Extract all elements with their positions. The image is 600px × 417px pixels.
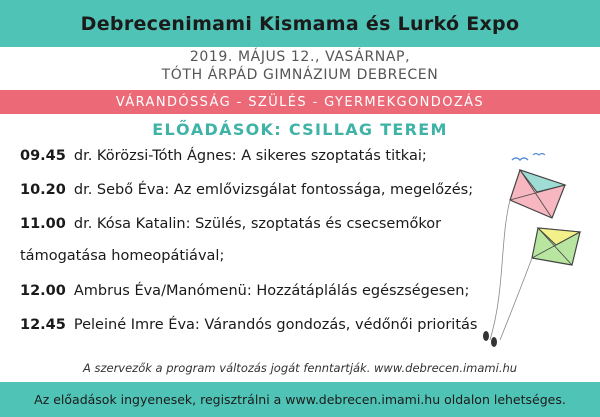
- kites-illustration: [470, 140, 600, 360]
- lecture-item: [20, 148, 540, 164]
- lecture-text: Peleiné Imre Éva: Várandós gondozás, védőnői prioritás: [73, 317, 478, 333]
- lecture-text: dr. Sebő Éva: Az emlővizsgálat fontossága, megelőzés;: [73, 182, 474, 198]
- bird-icon: [512, 158, 528, 160]
- lecture-time: 10.20: [20, 182, 66, 198]
- lecture-time: 12.00: [20, 283, 66, 299]
- lecture-item: [20, 283, 540, 299]
- lecture-text: dr. Kósa Katalin: Szülés, szoptatás és csecsemőkor: [73, 216, 442, 232]
- topics-band: [0, 90, 600, 114]
- page-title: Debrecenimami Kismama és Lurkó Expo: [80, 12, 520, 35]
- section-title: ELŐADÁSOK: CSILLAG TEREM: [152, 120, 448, 139]
- footer-text: Az előadások ingyenesek, regisztrálni a www.debrecen.imami.hu oldalon lehetséges.: [34, 392, 566, 407]
- lecture-item: [20, 317, 540, 333]
- lecture-item: [20, 182, 540, 198]
- lecture-time: 12.45: [20, 317, 66, 333]
- kite-icon: [510, 170, 565, 218]
- venue-line: TÓTH ÁRPÁD GIMNÁZIUM DEBRECEN: [161, 67, 439, 83]
- lecture-item: [20, 216, 540, 232]
- lecture-text: Ambrus Éva/Manómenü: Hozzátáplálás egészségesen;: [73, 283, 470, 299]
- organizer-note: A szervezők a program változás jogát fenntartják. www.debrecen.imami.hu: [82, 361, 518, 375]
- lecture-time: 09.45: [20, 148, 66, 164]
- kite-icon: [532, 228, 580, 265]
- kite-string: [490, 200, 510, 340]
- lecture-item-continuation: támogatása homeopátiával;: [20, 248, 225, 264]
- footer-band: [0, 382, 600, 417]
- header-band: [0, 0, 600, 47]
- lecture-time: 11.00: [20, 216, 66, 232]
- kite-string: [500, 258, 532, 340]
- date-line: 2019. MÁJUS 12., VASÁRNAP,: [189, 49, 411, 65]
- topics-text: VÁRANDÓSSÁG - SZÜLÉS - GYERMEKGONDOZÁS: [115, 94, 485, 110]
- lecture-text: dr. Körözsi-Tóth Ágnes: A sikeres szoptatás titkai;: [73, 148, 427, 164]
- bird-icon: [533, 154, 545, 156]
